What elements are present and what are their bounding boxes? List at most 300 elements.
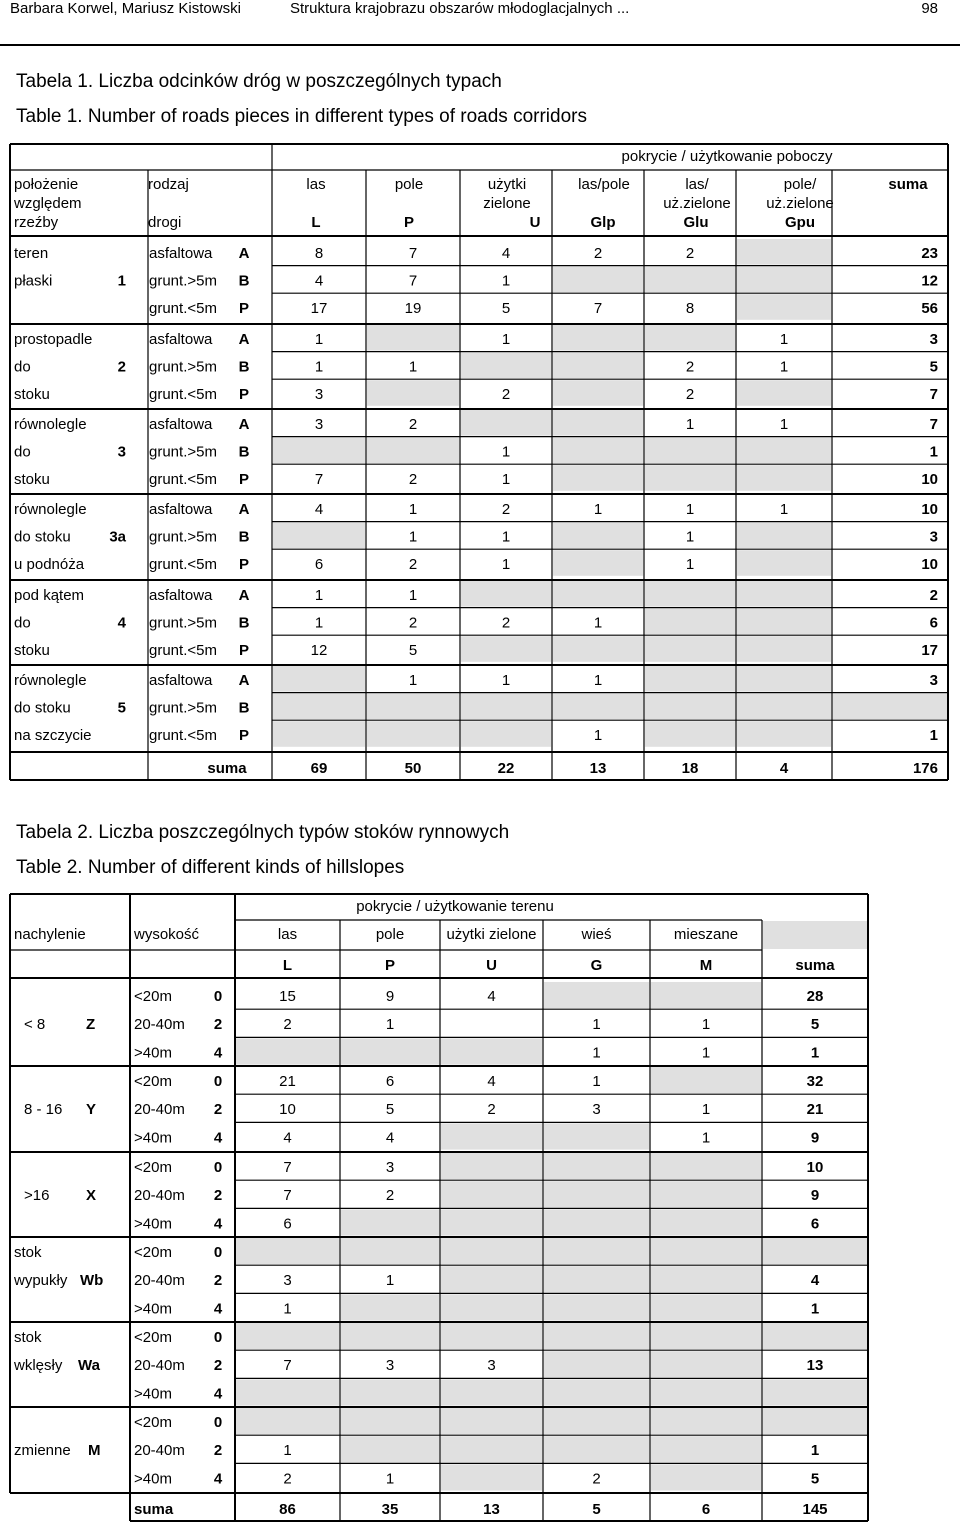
shaded-cell: [461, 581, 551, 607]
group-header: pokrycie / użytkowanie terenu: [356, 898, 554, 915]
road-type: grunt.>5m: [149, 528, 217, 546]
height-class: >40m: [134, 1300, 172, 1318]
road-type: grunt.<5m: [149, 556, 217, 574]
data-cell: 1: [592, 1016, 601, 1034]
header-slope: nachylenie: [14, 926, 86, 943]
shaded-cell: [441, 1123, 542, 1149]
column-code: G: [590, 957, 603, 974]
road-code: B: [238, 699, 250, 717]
road-code: B: [238, 614, 250, 632]
row-sum: 10: [921, 501, 938, 518]
shaded-cell: [737, 550, 831, 576]
shaded-cell: [737, 380, 831, 406]
column-code: L: [282, 957, 293, 974]
column-header: zielone: [483, 195, 531, 212]
table2-title-pl: Tabela 2. Liczba poszczególnych typów stoków rynnowych: [16, 822, 510, 843]
row-sum: 28: [806, 988, 824, 1005]
terrain-label: na szczycie: [14, 727, 92, 745]
row-sum: 1: [929, 443, 938, 461]
shaded-cell: [737, 523, 831, 549]
slope-label: >16: [24, 1187, 50, 1205]
group-header: pokrycie / użytkowanie poboczy: [621, 148, 833, 165]
shaded-cell: [737, 636, 831, 662]
column-header: wieś: [581, 926, 612, 943]
slope-label: wypukły: [14, 1272, 68, 1290]
height-class: >40m: [134, 1129, 172, 1147]
shaded-cell: [737, 581, 831, 607]
data-cell: 2: [408, 471, 418, 489]
shaded-cell: [341, 1038, 439, 1064]
terrain-label: równolegle: [14, 501, 87, 518]
road-type: asfaltowa: [149, 331, 213, 348]
height-class: 20-40m: [134, 1187, 185, 1205]
data-cell: 1: [701, 1044, 711, 1062]
data-cell: 2: [501, 386, 511, 404]
column-code: Glp: [590, 214, 616, 231]
data-cell: 7: [408, 245, 418, 262]
road-type: grunt.>5m: [149, 443, 217, 461]
height-class: <20m: [134, 1329, 172, 1346]
terrain-label: do stoku: [14, 699, 71, 717]
data-cell: 2: [501, 501, 511, 518]
data-cell: 4: [314, 272, 324, 290]
data-cell: 7: [408, 272, 418, 290]
shaded-cell: [341, 1436, 439, 1462]
slope-code: M: [88, 1442, 101, 1460]
height-code: 4: [213, 1300, 223, 1318]
group-number: 1: [117, 272, 126, 290]
row-sum: 7: [929, 386, 938, 404]
height-class: 20-40m: [134, 1016, 185, 1034]
column-code: L: [311, 214, 321, 231]
shaded-cell: [651, 1351, 761, 1377]
data-cell: 4: [501, 245, 511, 262]
data-cell: 2: [385, 1187, 395, 1205]
road-type: grunt.>5m: [149, 358, 217, 376]
data-cell: 2: [592, 1470, 601, 1488]
road-code: B: [238, 358, 250, 376]
data-cell: 8: [314, 245, 324, 262]
group-number: 2: [117, 358, 126, 376]
shaded-cell: [763, 1323, 867, 1349]
shaded-cell: [553, 581, 643, 607]
row-sum: 32: [806, 1073, 824, 1090]
height-class: <20m: [134, 1414, 172, 1431]
shaded-cell: [645, 267, 735, 293]
shaded-cell: [763, 1379, 867, 1405]
terrain-label: stoku: [14, 471, 50, 489]
slope-label: stok: [14, 1244, 42, 1261]
shaded-cell: [651, 1436, 761, 1462]
total-cell: 86: [279, 1501, 296, 1518]
shaded-cell: [651, 1294, 761, 1320]
row-sum: 21: [806, 1101, 824, 1119]
slope-label: zmienne: [14, 1442, 71, 1460]
header-position: względem: [14, 195, 82, 212]
shaded-cell: [367, 438, 459, 464]
slope-code: Z: [86, 1016, 96, 1034]
shaded-cell: [737, 609, 831, 635]
total-label: suma: [207, 760, 247, 777]
shaded-cell: [441, 1238, 542, 1264]
data-cell: 5: [501, 300, 511, 318]
row-sum: 5: [929, 358, 938, 376]
shaded-cell: [341, 1408, 439, 1434]
data-cell: 1: [592, 1073, 601, 1090]
row-sum: 2: [929, 587, 938, 604]
height-code: 4: [213, 1385, 223, 1403]
height-class: >40m: [134, 1044, 172, 1062]
road-code: B: [238, 272, 250, 290]
row-sum: 3: [929, 672, 938, 689]
terrain-label: teren: [14, 245, 49, 262]
table2-title-en: Table 2. Number of different kinds of hillslopes: [16, 857, 405, 878]
shaded-cell: [553, 353, 643, 379]
total-cell: 18: [681, 760, 699, 777]
shaded-cell: [544, 1294, 649, 1320]
data-cell: 1: [779, 358, 789, 376]
data-cell: 2: [283, 1016, 292, 1034]
terrain-label: u podnóża: [14, 556, 85, 574]
data-cell: 1: [593, 672, 603, 689]
shaded-cell: [341, 1323, 439, 1349]
row-sum: 56: [921, 300, 938, 318]
shaded-cell: [737, 666, 831, 692]
total-cell: 50: [404, 760, 422, 777]
shaded-cell: [273, 666, 365, 692]
data-cell: 1: [283, 1442, 292, 1460]
data-cell: 10: [279, 1101, 296, 1119]
shaded-cell: [273, 721, 365, 747]
terrain-label: równolegle: [14, 416, 87, 433]
road-code: A: [238, 587, 250, 604]
header-road-type: rodzaj: [148, 176, 189, 193]
height-code: 0: [213, 1329, 223, 1346]
height-code: 2: [213, 1272, 223, 1290]
column-header: mieszane: [673, 926, 739, 943]
slope-label: wklęsły: [14, 1357, 63, 1375]
shaded-cell: [441, 1323, 542, 1349]
data-cell: 9: [385, 988, 395, 1005]
shaded-cell: [441, 1266, 542, 1292]
group-number: 3: [117, 443, 126, 461]
terrain-label: stoku: [14, 642, 50, 660]
data-cell: 4: [487, 988, 496, 1005]
data-cell: 2: [501, 614, 511, 632]
data-cell: 2: [408, 556, 418, 574]
shaded-cell: [341, 1209, 439, 1235]
shaded-cell: [737, 438, 831, 464]
group-number: 5: [117, 699, 126, 717]
height-class: >40m: [134, 1385, 172, 1403]
data-cell: 1: [593, 727, 603, 745]
shaded-cell: [651, 1266, 761, 1292]
column-header: las: [306, 176, 326, 193]
data-cell: 12: [310, 642, 328, 660]
shaded-cell: [737, 721, 831, 747]
data-cell: 3: [385, 1357, 395, 1375]
road-code: B: [238, 443, 250, 461]
data-cell: 1: [314, 331, 324, 348]
data-cell: 1: [779, 331, 789, 348]
height-code: 2: [213, 1016, 223, 1034]
column-header: pole: [375, 926, 405, 943]
data-cell: 5: [408, 642, 418, 660]
data-cell: 1: [685, 501, 695, 518]
road-code: A: [238, 331, 250, 348]
road-type: asfaltowa: [149, 245, 213, 262]
road-code: P: [238, 727, 250, 745]
shaded-cell: [441, 1153, 542, 1179]
shaded-cell: [461, 636, 551, 662]
slope-code: Y: [86, 1101, 97, 1119]
shaded-cell: [737, 239, 831, 265]
shaded-cell: [441, 1408, 542, 1434]
data-cell: 7: [314, 471, 324, 489]
header-running-title: Struktura krajobrazu obszarów młodoglacjalnych ...: [290, 0, 630, 17]
data-cell: 1: [685, 416, 695, 433]
road-code: A: [238, 501, 250, 518]
shaded-cell: [553, 465, 643, 491]
shaded-cell: [544, 1209, 649, 1235]
row-sum: 6: [810, 1215, 820, 1233]
shaded-cell: [553, 267, 643, 293]
row-sum: 12: [921, 272, 938, 290]
row-sum: 5: [810, 1470, 820, 1488]
shaded-cell: [737, 694, 831, 720]
data-cell: 2: [685, 358, 695, 376]
road-type: grunt.>5m: [149, 699, 217, 717]
road-type: grunt.<5m: [149, 386, 217, 404]
height-code: 0: [213, 1414, 223, 1431]
data-cell: 3: [592, 1101, 601, 1119]
data-cell: 1: [701, 1016, 711, 1034]
shaded-cell: [544, 1323, 649, 1349]
data-cell: 1: [592, 1044, 601, 1062]
data-cell: 2: [408, 614, 418, 632]
height-class: 20-40m: [134, 1272, 185, 1290]
data-cell: 3: [487, 1357, 496, 1375]
data-cell: 1: [501, 272, 511, 290]
shaded-cell: [367, 694, 459, 720]
shaded-cell: [236, 1323, 339, 1349]
road-code: A: [238, 416, 250, 433]
road-code: A: [238, 672, 250, 689]
column-code: U: [529, 214, 541, 231]
data-cell: 1: [501, 443, 511, 461]
shaded-cell: [273, 438, 365, 464]
data-cell: 1: [314, 587, 324, 604]
data-cell: 3: [385, 1159, 395, 1176]
shaded-cell: [273, 694, 365, 720]
shaded-cell: [367, 325, 459, 351]
road-type: grunt.<5m: [149, 300, 217, 318]
column-header: uż.zielone: [663, 195, 731, 212]
shaded-cell: [461, 410, 551, 436]
column-code: M: [699, 957, 713, 974]
slope-code: Wa: [78, 1357, 100, 1375]
data-cell: 1: [408, 358, 418, 376]
shaded-cell: [553, 380, 643, 406]
shaded-cell: [651, 1408, 761, 1434]
height-class: 20-40m: [134, 1101, 185, 1119]
shaded-cell: [645, 694, 735, 720]
data-cell: 1: [685, 556, 695, 574]
road-type: asfaltowa: [149, 587, 213, 604]
shaded-cell: [645, 325, 735, 351]
column-header: pole/: [783, 176, 817, 193]
header-authors: Barbara Korwel, Mariusz Kistowski: [10, 0, 241, 17]
shaded-cell: [367, 380, 459, 406]
data-cell: 3: [283, 1272, 292, 1290]
shaded-cell: [341, 1294, 439, 1320]
data-cell: 7: [283, 1357, 292, 1375]
total-cell: 6: [701, 1501, 711, 1518]
shaded-cell: [651, 1181, 761, 1207]
shaded-cell: [645, 609, 735, 635]
height-class: 20-40m: [134, 1442, 185, 1460]
height-class: <20m: [134, 1159, 172, 1176]
shaded-cell: [553, 636, 643, 662]
shaded-cell: [651, 1464, 761, 1490]
total-label: suma: [134, 1501, 174, 1518]
road-type: grunt.>5m: [149, 272, 217, 290]
shaded-cell: [441, 1436, 542, 1462]
shaded-cell: [236, 1379, 339, 1405]
column-header: użytki: [487, 176, 527, 193]
sum-header: suma: [888, 176, 928, 193]
data-cell: 1: [593, 614, 603, 632]
column-code: Glu: [683, 214, 709, 231]
terrain-label: płaski: [14, 272, 53, 290]
shaded-cell: [553, 438, 643, 464]
road-type: grunt.>5m: [149, 614, 217, 632]
height-code: 2: [213, 1101, 223, 1119]
height-code: 0: [213, 1159, 223, 1176]
shaded-cell: [367, 721, 459, 747]
shaded-cell: [763, 921, 867, 949]
data-cell: 1: [408, 528, 418, 546]
data-cell: 7: [283, 1187, 292, 1205]
total-cell: 13: [483, 1501, 500, 1518]
terrain-label: do: [14, 614, 31, 632]
shaded-cell: [651, 1153, 761, 1179]
data-cell: 1: [701, 1129, 711, 1147]
shaded-cell: [737, 267, 831, 293]
data-cell: 1: [314, 358, 324, 376]
row-sum: 7: [929, 416, 938, 433]
shaded-cell: [651, 1209, 761, 1235]
header-road-type: drogi: [148, 214, 182, 231]
row-sum: 9: [810, 1187, 820, 1205]
column-header: las/pole: [578, 176, 630, 193]
data-cell: 2: [685, 386, 695, 404]
row-sum: 17: [921, 642, 938, 660]
total-sum: 176: [912, 760, 938, 777]
shaded-cell: [341, 1379, 439, 1405]
data-cell: 1: [408, 587, 418, 604]
terrain-label: do: [14, 443, 31, 461]
height-class: 20-40m: [134, 1357, 185, 1375]
road-code: P: [238, 642, 250, 660]
data-cell: 1: [685, 528, 695, 546]
road-type: grunt.<5m: [149, 727, 217, 745]
shaded-cell: [651, 1067, 761, 1093]
height-class: >40m: [134, 1215, 172, 1233]
shaded-cell: [651, 1379, 761, 1405]
data-cell: 3: [314, 386, 324, 404]
data-cell: 1: [385, 1016, 395, 1034]
data-cell: 2: [685, 245, 695, 262]
shaded-cell: [645, 438, 735, 464]
data-cell: 8: [685, 300, 695, 318]
height-code: 4: [213, 1215, 223, 1233]
row-sum: 23: [921, 245, 938, 262]
height-code: 4: [213, 1470, 223, 1488]
sum-header: suma: [795, 957, 835, 974]
total-cell: 5: [592, 1501, 601, 1518]
group-number: 3a: [109, 528, 126, 546]
row-sum: 3: [929, 331, 938, 348]
shaded-cell: [544, 982, 649, 1008]
shaded-cell: [553, 325, 643, 351]
data-cell: 4: [487, 1073, 496, 1090]
shaded-cell: [737, 465, 831, 491]
slope-label: 8 - 16: [24, 1101, 63, 1119]
shaded-cell: [236, 1038, 339, 1064]
shaded-cell: [461, 694, 551, 720]
table1-title-pl: Tabela 1. Liczba odcinków dróg w poszczególnych typach: [16, 71, 502, 92]
data-cell: 7: [283, 1159, 292, 1176]
road-type: asfaltowa: [149, 416, 213, 433]
column-header: las/: [685, 176, 709, 193]
shaded-cell: [441, 1294, 542, 1320]
data-cell: 1: [385, 1272, 395, 1290]
data-cell: 4: [385, 1129, 395, 1147]
data-cell: 6: [314, 556, 324, 574]
column-header: las: [277, 926, 298, 943]
data-cell: 2: [593, 245, 603, 262]
data-cell: 19: [404, 300, 422, 318]
height-code: 4: [213, 1129, 223, 1147]
shaded-cell: [236, 1408, 339, 1434]
column-header: użytki zielone: [446, 926, 537, 943]
terrain-label: do stoku: [14, 528, 71, 546]
data-cell: 1: [593, 501, 603, 518]
shaded-cell: [544, 1266, 649, 1292]
row-sum: 1: [810, 1044, 820, 1062]
data-cell: 2: [408, 416, 418, 433]
row-sum: 3: [929, 528, 938, 546]
road-type: grunt.<5m: [149, 471, 217, 489]
slope-label: < 8: [24, 1016, 46, 1034]
height-class: <20m: [134, 1244, 172, 1261]
road-code: B: [238, 528, 250, 546]
row-sum: 6: [929, 614, 938, 632]
row-sum: 9: [810, 1129, 820, 1147]
shaded-cell: [651, 1323, 761, 1349]
shaded-cell: [441, 1038, 542, 1064]
page-number: 98: [921, 0, 938, 17]
row-sum: 5: [810, 1016, 820, 1034]
data-cell: 2: [283, 1470, 292, 1488]
shaded-cell: [645, 721, 735, 747]
data-cell: 5: [385, 1101, 395, 1119]
data-cell: 7: [593, 300, 603, 318]
data-cell: 4: [314, 501, 324, 518]
slope-code: Wb: [80, 1272, 104, 1290]
shaded-cell: [441, 1379, 542, 1405]
